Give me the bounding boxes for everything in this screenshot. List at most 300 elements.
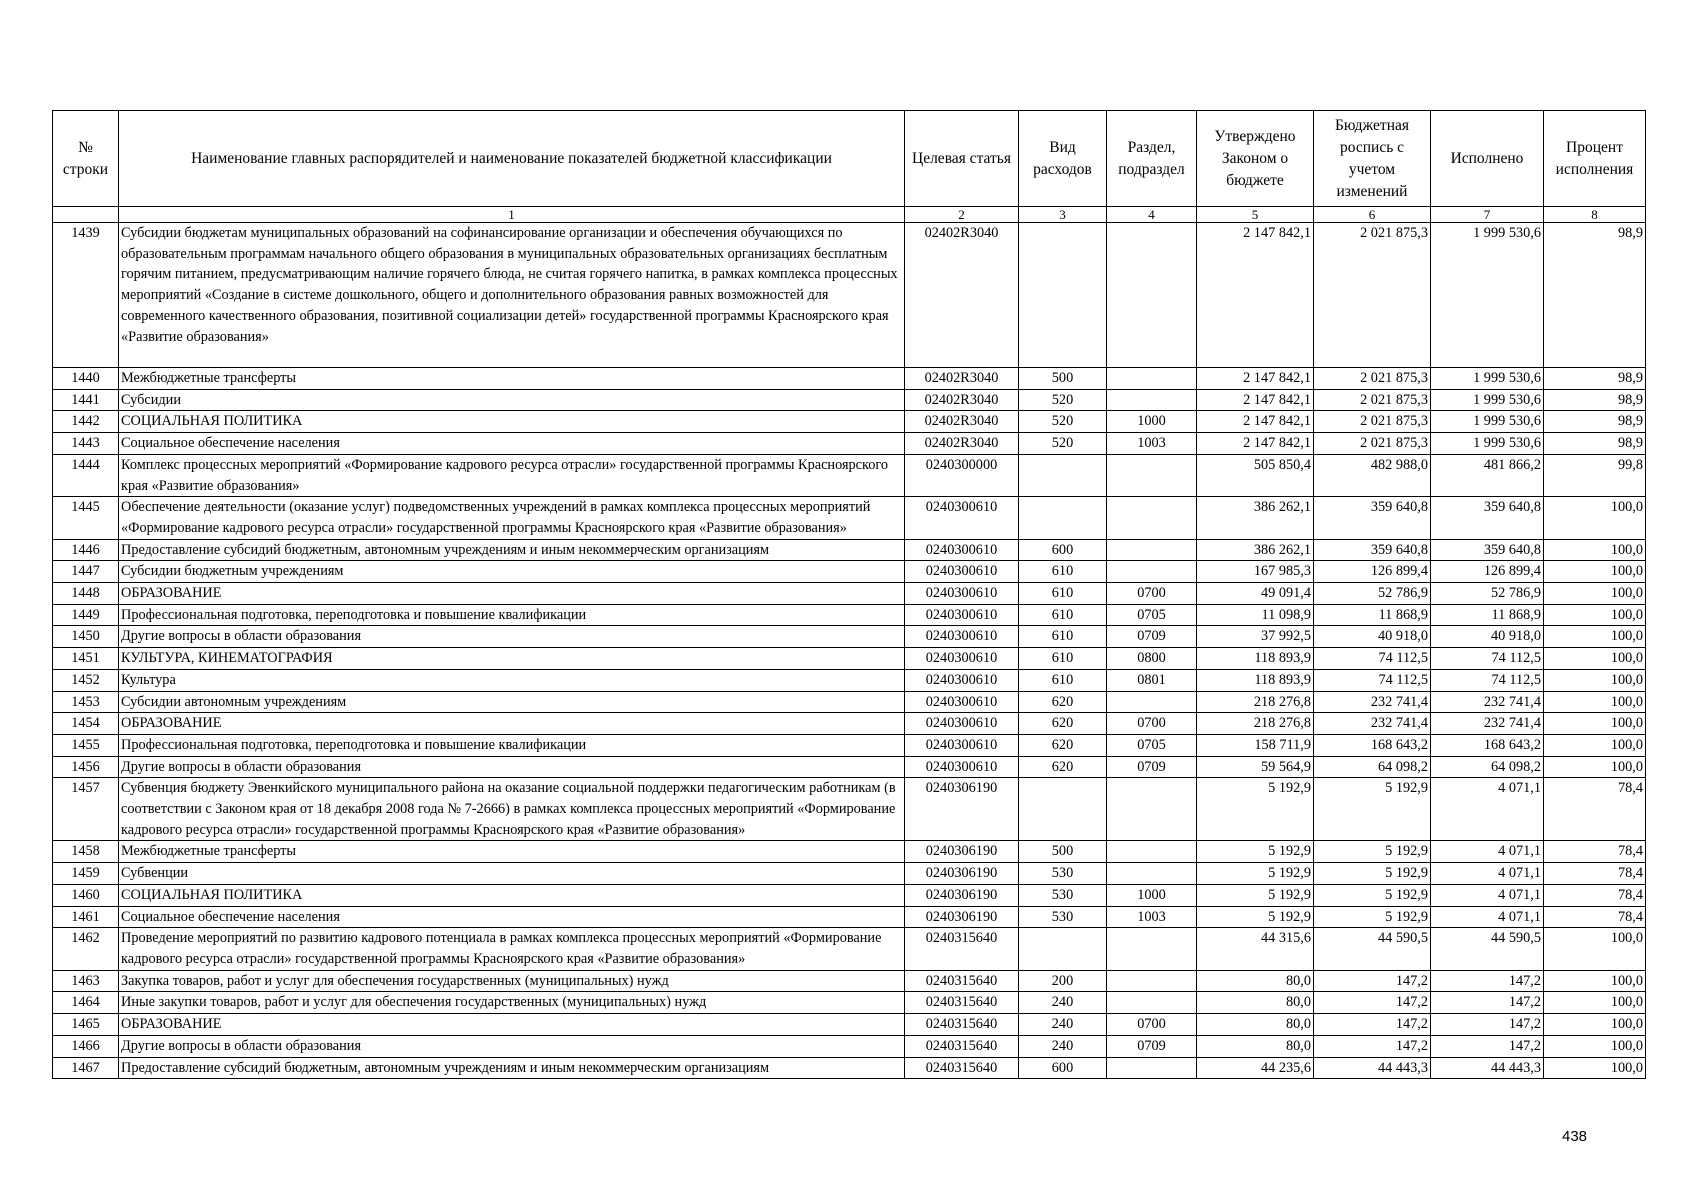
approved-amount: 5 192,9 bbox=[1197, 884, 1314, 906]
expense-type: 530 bbox=[1019, 863, 1107, 885]
target-article: 0240306190 bbox=[905, 841, 1019, 863]
executed-amount: 64 098,2 bbox=[1431, 756, 1544, 778]
execution-percent: 100,0 bbox=[1544, 626, 1646, 648]
section-code bbox=[1107, 497, 1197, 539]
executed-amount: 4 071,1 bbox=[1431, 863, 1544, 885]
target-article: 0240300610 bbox=[905, 756, 1019, 778]
executed-amount: 4 071,1 bbox=[1431, 778, 1544, 841]
approved-amount: 59 564,9 bbox=[1197, 756, 1314, 778]
expense-type bbox=[1019, 497, 1107, 539]
expense-type bbox=[1019, 928, 1107, 970]
table-row bbox=[53, 539, 1646, 561]
row-name: ОБРАЗОВАНИЕ bbox=[119, 1014, 905, 1036]
table-row bbox=[53, 669, 1646, 691]
roster-amount: 359 640,8 bbox=[1314, 497, 1431, 539]
executed-amount: 1 999 530,6 bbox=[1431, 223, 1544, 368]
section-code: 0709 bbox=[1107, 626, 1197, 648]
column-number: 5 bbox=[1197, 207, 1314, 223]
section-code: 1003 bbox=[1107, 433, 1197, 455]
target-article: 0240300610 bbox=[905, 713, 1019, 735]
expense-type: 610 bbox=[1019, 604, 1107, 626]
section-code: 1000 bbox=[1107, 884, 1197, 906]
section-code bbox=[1107, 389, 1197, 411]
table-row bbox=[53, 863, 1646, 885]
roster-amount: 126 899,4 bbox=[1314, 561, 1431, 583]
section-code bbox=[1107, 928, 1197, 970]
section-code: 1003 bbox=[1107, 906, 1197, 928]
roster-amount: 147,2 bbox=[1314, 970, 1431, 992]
section-code: 0700 bbox=[1107, 583, 1197, 605]
expense-type: 620 bbox=[1019, 713, 1107, 735]
column-number: 8 bbox=[1544, 207, 1646, 223]
row-number: 1442 bbox=[53, 411, 119, 433]
column-number: 3 bbox=[1019, 207, 1107, 223]
row-number: 1461 bbox=[53, 906, 119, 928]
row-name: Обеспечение деятельности (оказание услуг) подведомственных учреждений в рамках комплекса процессных мероприятий «Формирование кадрового ресурса отрасли» государственной программы Красноярского края «Развитие образования» bbox=[119, 497, 905, 539]
row-number: 1451 bbox=[53, 648, 119, 670]
executed-amount: 168 643,2 bbox=[1431, 734, 1544, 756]
table-row bbox=[53, 433, 1646, 455]
roster-amount: 74 112,5 bbox=[1314, 648, 1431, 670]
table-row bbox=[53, 1057, 1646, 1079]
executed-amount: 147,2 bbox=[1431, 1035, 1544, 1057]
header-budget-roster: Бюджетная роспись с учетом изменений bbox=[1314, 111, 1431, 207]
expense-type: 610 bbox=[1019, 583, 1107, 605]
section-code bbox=[1107, 223, 1197, 368]
expense-type: 500 bbox=[1019, 841, 1107, 863]
row-number: 1457 bbox=[53, 778, 119, 841]
approved-amount: 386 262,1 bbox=[1197, 539, 1314, 561]
executed-amount: 1 999 530,6 bbox=[1431, 368, 1544, 390]
target-article: 0240315640 bbox=[905, 928, 1019, 970]
execution-percent: 100,0 bbox=[1544, 1014, 1646, 1036]
row-number: 1462 bbox=[53, 928, 119, 970]
target-article: 02402R3040 bbox=[905, 411, 1019, 433]
row-number: 1458 bbox=[53, 841, 119, 863]
approved-amount: 2 147 842,1 bbox=[1197, 433, 1314, 455]
page-number: 438 bbox=[1562, 1128, 1588, 1145]
section-code: 0800 bbox=[1107, 648, 1197, 670]
section-code bbox=[1107, 1057, 1197, 1079]
executed-amount: 4 071,1 bbox=[1431, 841, 1544, 863]
expense-type: 520 bbox=[1019, 411, 1107, 433]
roster-amount: 147,2 bbox=[1314, 992, 1431, 1014]
table-row bbox=[53, 884, 1646, 906]
approved-amount: 80,0 bbox=[1197, 970, 1314, 992]
expense-type: 620 bbox=[1019, 734, 1107, 756]
expense-type: 520 bbox=[1019, 389, 1107, 411]
section-code bbox=[1107, 539, 1197, 561]
target-article: 0240300610 bbox=[905, 669, 1019, 691]
approved-amount: 11 098,9 bbox=[1197, 604, 1314, 626]
roster-amount: 232 741,4 bbox=[1314, 691, 1431, 713]
approved-amount: 2 147 842,1 bbox=[1197, 368, 1314, 390]
executed-amount: 1 999 530,6 bbox=[1431, 411, 1544, 433]
execution-percent: 78,4 bbox=[1544, 778, 1646, 841]
roster-amount: 11 868,9 bbox=[1314, 604, 1431, 626]
row-number: 1466 bbox=[53, 1035, 119, 1057]
target-article: 0240300610 bbox=[905, 497, 1019, 539]
row-name: СОЦИАЛЬНАЯ ПОЛИТИКА bbox=[119, 884, 905, 906]
column-number: 1 bbox=[119, 207, 905, 223]
execution-percent: 100,0 bbox=[1544, 539, 1646, 561]
table-row bbox=[53, 604, 1646, 626]
roster-amount: 5 192,9 bbox=[1314, 841, 1431, 863]
column-number: 6 bbox=[1314, 207, 1431, 223]
expense-type: 500 bbox=[1019, 368, 1107, 390]
executed-amount: 359 640,8 bbox=[1431, 497, 1544, 539]
expense-type: 240 bbox=[1019, 992, 1107, 1014]
table-row bbox=[53, 223, 1646, 368]
section-code: 1000 bbox=[1107, 411, 1197, 433]
row-number: 1464 bbox=[53, 992, 119, 1014]
budget-table bbox=[52, 110, 1646, 1079]
table-row bbox=[53, 454, 1646, 496]
section-code bbox=[1107, 778, 1197, 841]
expense-type: 240 bbox=[1019, 1014, 1107, 1036]
approved-amount: 44 235,6 bbox=[1197, 1057, 1314, 1079]
row-number: 1448 bbox=[53, 583, 119, 605]
expense-type bbox=[1019, 223, 1107, 368]
approved-amount: 5 192,9 bbox=[1197, 778, 1314, 841]
executed-amount: 359 640,8 bbox=[1431, 539, 1544, 561]
row-name: ОБРАЗОВАНИЕ bbox=[119, 583, 905, 605]
expense-type: 620 bbox=[1019, 691, 1107, 713]
row-name: Предоставление субсидий бюджетным, автономным учреждениям и иным некоммерческим организациям bbox=[119, 539, 905, 561]
approved-amount: 80,0 bbox=[1197, 1035, 1314, 1057]
row-number: 1449 bbox=[53, 604, 119, 626]
row-number: 1441 bbox=[53, 389, 119, 411]
row-name: Субвенция бюджету Эвенкийского муниципального района на оказание социальной поддержки педагогическим работникам (в соответствии с Законом края от 18 декабря 2008 года № 7-2666) в рамках комплекса процессных мероприятий «Формирование кадрового ресурса отрасли» государственной программы Красноярского края «Развитие образования» bbox=[119, 778, 905, 841]
row-name: Субвенции bbox=[119, 863, 905, 885]
roster-amount: 2 021 875,3 bbox=[1314, 368, 1431, 390]
row-name: Субсидии автономным учреждениям bbox=[119, 691, 905, 713]
row-name: КУЛЬТУРА, КИНЕМАТОГРАФИЯ bbox=[119, 648, 905, 670]
target-article: 0240300000 bbox=[905, 454, 1019, 496]
approved-amount: 2 147 842,1 bbox=[1197, 411, 1314, 433]
approved-amount: 80,0 bbox=[1197, 1014, 1314, 1036]
row-number: 1456 bbox=[53, 756, 119, 778]
table-row bbox=[53, 368, 1646, 390]
section-code: 0709 bbox=[1107, 1035, 1197, 1057]
roster-amount: 359 640,8 bbox=[1314, 539, 1431, 561]
expense-type: 600 bbox=[1019, 539, 1107, 561]
execution-percent: 100,0 bbox=[1544, 713, 1646, 735]
row-name: Другие вопросы в области образования bbox=[119, 756, 905, 778]
header-section: Раздел, подраздел bbox=[1107, 111, 1197, 207]
roster-amount: 64 098,2 bbox=[1314, 756, 1431, 778]
executed-amount: 74 112,5 bbox=[1431, 669, 1544, 691]
table-row bbox=[53, 1014, 1646, 1036]
expense-type bbox=[1019, 454, 1107, 496]
roster-amount: 74 112,5 bbox=[1314, 669, 1431, 691]
executed-amount: 74 112,5 bbox=[1431, 648, 1544, 670]
execution-percent: 78,4 bbox=[1544, 841, 1646, 863]
target-article: 0240300610 bbox=[905, 734, 1019, 756]
header-row bbox=[53, 111, 1646, 207]
execution-percent: 98,9 bbox=[1544, 433, 1646, 455]
execution-percent: 100,0 bbox=[1544, 691, 1646, 713]
target-article: 02402R3040 bbox=[905, 368, 1019, 390]
execution-percent: 100,0 bbox=[1544, 992, 1646, 1014]
table-row bbox=[53, 906, 1646, 928]
roster-amount: 482 988,0 bbox=[1314, 454, 1431, 496]
execution-percent: 100,0 bbox=[1544, 583, 1646, 605]
row-name: Межбюджетные трансферты bbox=[119, 368, 905, 390]
target-article: 02402R3040 bbox=[905, 389, 1019, 411]
target-article: 0240306190 bbox=[905, 863, 1019, 885]
row-name: Предоставление субсидий бюджетным, автономным учреждениям и иным некоммерческим организациям bbox=[119, 1057, 905, 1079]
row-name: Профессиональная подготовка, переподготовка и повышение квалификации bbox=[119, 604, 905, 626]
roster-amount: 2 021 875,3 bbox=[1314, 411, 1431, 433]
execution-percent: 99,8 bbox=[1544, 454, 1646, 496]
section-code bbox=[1107, 970, 1197, 992]
row-name: Проведение мероприятий по развитию кадрового потенциала в рамках комплекса процессных мероприятий «Формирование кадрового ресурса отрасли» государственной программы Красноярского края «Развитие образования» bbox=[119, 928, 905, 970]
row-number: 1443 bbox=[53, 433, 119, 455]
row-number: 1444 bbox=[53, 454, 119, 496]
column-number: 4 bbox=[1107, 207, 1197, 223]
section-code: 0700 bbox=[1107, 713, 1197, 735]
executed-amount: 147,2 bbox=[1431, 970, 1544, 992]
section-code bbox=[1107, 561, 1197, 583]
table-row bbox=[53, 583, 1646, 605]
executed-amount: 232 741,4 bbox=[1431, 691, 1544, 713]
section-code bbox=[1107, 691, 1197, 713]
header-row-number: № строки bbox=[53, 111, 119, 207]
expense-type: 530 bbox=[1019, 906, 1107, 928]
approved-amount: 218 276,8 bbox=[1197, 713, 1314, 735]
table-row bbox=[53, 778, 1646, 841]
column-number-row bbox=[53, 207, 1646, 223]
table-row bbox=[53, 841, 1646, 863]
row-number: 1467 bbox=[53, 1057, 119, 1079]
row-name: Межбюджетные трансферты bbox=[119, 841, 905, 863]
target-article: 0240315640 bbox=[905, 1057, 1019, 1079]
row-number: 1455 bbox=[53, 734, 119, 756]
roster-amount: 52 786,9 bbox=[1314, 583, 1431, 605]
approved-amount: 386 262,1 bbox=[1197, 497, 1314, 539]
approved-amount: 158 711,9 bbox=[1197, 734, 1314, 756]
table-row bbox=[53, 970, 1646, 992]
roster-amount: 5 192,9 bbox=[1314, 778, 1431, 841]
target-article: 0240315640 bbox=[905, 992, 1019, 1014]
approved-amount: 118 893,9 bbox=[1197, 648, 1314, 670]
execution-percent: 98,9 bbox=[1544, 389, 1646, 411]
row-name: Социальное обеспечение населения bbox=[119, 433, 905, 455]
row-number: 1463 bbox=[53, 970, 119, 992]
target-article: 0240300610 bbox=[905, 539, 1019, 561]
row-name: Субсидии бюджетным учреждениям bbox=[119, 561, 905, 583]
table-row bbox=[53, 734, 1646, 756]
row-name: Субсидии бюджетам муниципальных образований на софинансирование организации и обеспечения обучающихся по образовательным программам начального общего образования в муниципальных образовательных организациях бесплатным горячим питанием, предусматривающим наличие горячего блюда, не считая горячего напитка, в рамках комплекса процессных мероприятий «Создание в системе дошкольного, общего и дополнительного образования равных возможностей для современного качественного образования, позитивной социализации детей» государственной программы Красноярского края «Развитие образования» bbox=[119, 223, 905, 368]
target-article: 0240300610 bbox=[905, 691, 1019, 713]
section-code bbox=[1107, 841, 1197, 863]
execution-percent: 100,0 bbox=[1544, 561, 1646, 583]
table-row bbox=[53, 928, 1646, 970]
row-number: 1452 bbox=[53, 669, 119, 691]
table-body bbox=[53, 223, 1646, 1079]
execution-percent: 100,0 bbox=[1544, 669, 1646, 691]
approved-amount: 2 147 842,1 bbox=[1197, 223, 1314, 368]
roster-amount: 232 741,4 bbox=[1314, 713, 1431, 735]
row-name: Профессиональная подготовка, переподготовка и повышение квалификации bbox=[119, 734, 905, 756]
executed-amount: 4 071,1 bbox=[1431, 906, 1544, 928]
roster-amount: 168 643,2 bbox=[1314, 734, 1431, 756]
executed-amount: 44 443,3 bbox=[1431, 1057, 1544, 1079]
approved-amount: 505 850,4 bbox=[1197, 454, 1314, 496]
expense-type: 610 bbox=[1019, 561, 1107, 583]
roster-amount: 147,2 bbox=[1314, 1035, 1431, 1057]
row-number: 1459 bbox=[53, 863, 119, 885]
expense-type: 520 bbox=[1019, 433, 1107, 455]
section-code: 0705 bbox=[1107, 734, 1197, 756]
row-name: Иные закупки товаров, работ и услуг для обеспечения государственных (муниципальных) нужд bbox=[119, 992, 905, 1014]
target-article: 0240300610 bbox=[905, 604, 1019, 626]
target-article: 0240315640 bbox=[905, 1035, 1019, 1057]
execution-percent: 78,4 bbox=[1544, 906, 1646, 928]
approved-amount: 118 893,9 bbox=[1197, 669, 1314, 691]
table-row bbox=[53, 411, 1646, 433]
roster-amount: 2 021 875,3 bbox=[1314, 223, 1431, 368]
row-number: 1460 bbox=[53, 884, 119, 906]
table-row bbox=[53, 561, 1646, 583]
column-number: 7 bbox=[1431, 207, 1544, 223]
roster-amount: 44 443,3 bbox=[1314, 1057, 1431, 1079]
roster-amount: 5 192,9 bbox=[1314, 884, 1431, 906]
expense-type: 600 bbox=[1019, 1057, 1107, 1079]
roster-amount: 44 590,5 bbox=[1314, 928, 1431, 970]
expense-type: 620 bbox=[1019, 756, 1107, 778]
table-row bbox=[53, 497, 1646, 539]
header-executed: Исполнено bbox=[1431, 111, 1544, 207]
target-article: 0240306190 bbox=[905, 906, 1019, 928]
expense-type: 610 bbox=[1019, 648, 1107, 670]
executed-amount: 1 999 530,6 bbox=[1431, 433, 1544, 455]
roster-amount: 147,2 bbox=[1314, 1014, 1431, 1036]
row-number: 1445 bbox=[53, 497, 119, 539]
roster-amount: 2 021 875,3 bbox=[1314, 389, 1431, 411]
row-name: Другие вопросы в области образования bbox=[119, 1035, 905, 1057]
executed-amount: 4 071,1 bbox=[1431, 884, 1544, 906]
row-name: Субсидии bbox=[119, 389, 905, 411]
approved-amount: 49 091,4 bbox=[1197, 583, 1314, 605]
execution-percent: 100,0 bbox=[1544, 1035, 1646, 1057]
section-code bbox=[1107, 368, 1197, 390]
section-code: 0801 bbox=[1107, 669, 1197, 691]
target-article: 0240300610 bbox=[905, 561, 1019, 583]
section-code bbox=[1107, 992, 1197, 1014]
target-article: 0240300610 bbox=[905, 648, 1019, 670]
table-row bbox=[53, 756, 1646, 778]
table-row bbox=[53, 389, 1646, 411]
approved-amount: 218 276,8 bbox=[1197, 691, 1314, 713]
header-percent: Процент исполнения bbox=[1544, 111, 1646, 207]
table-row bbox=[53, 648, 1646, 670]
executed-amount: 44 590,5 bbox=[1431, 928, 1544, 970]
expense-type: 240 bbox=[1019, 1035, 1107, 1057]
execution-percent: 100,0 bbox=[1544, 1057, 1646, 1079]
execution-percent: 98,9 bbox=[1544, 411, 1646, 433]
header-name: Наименование главных распорядителей и наименование показателей бюджетной классификации bbox=[119, 111, 905, 207]
execution-percent: 100,0 bbox=[1544, 928, 1646, 970]
roster-amount: 40 918,0 bbox=[1314, 626, 1431, 648]
executed-amount: 11 868,9 bbox=[1431, 604, 1544, 626]
approved-amount: 80,0 bbox=[1197, 992, 1314, 1014]
table-row bbox=[53, 713, 1646, 735]
executed-amount: 147,2 bbox=[1431, 1014, 1544, 1036]
row-number: 1440 bbox=[53, 368, 119, 390]
approved-amount: 167 985,3 bbox=[1197, 561, 1314, 583]
header-expense-type: Вид расходов bbox=[1019, 111, 1107, 207]
executed-amount: 147,2 bbox=[1431, 992, 1544, 1014]
execution-percent: 100,0 bbox=[1544, 648, 1646, 670]
execution-percent: 98,9 bbox=[1544, 223, 1646, 368]
row-number: 1447 bbox=[53, 561, 119, 583]
header-target-article: Целевая статья bbox=[905, 111, 1019, 207]
approved-amount: 5 192,9 bbox=[1197, 863, 1314, 885]
approved-amount: 5 192,9 bbox=[1197, 906, 1314, 928]
target-article: 02402R3040 bbox=[905, 433, 1019, 455]
executed-amount: 481 866,2 bbox=[1431, 454, 1544, 496]
target-article: 0240300610 bbox=[905, 626, 1019, 648]
execution-percent: 78,4 bbox=[1544, 863, 1646, 885]
row-name: Другие вопросы в области образования bbox=[119, 626, 905, 648]
section-code: 0709 bbox=[1107, 756, 1197, 778]
execution-percent: 100,0 bbox=[1544, 756, 1646, 778]
row-number: 1446 bbox=[53, 539, 119, 561]
row-name: СОЦИАЛЬНАЯ ПОЛИТИКА bbox=[119, 411, 905, 433]
target-article: 0240306190 bbox=[905, 778, 1019, 841]
approved-amount: 5 192,9 bbox=[1197, 841, 1314, 863]
expense-type bbox=[1019, 778, 1107, 841]
section-code: 0700 bbox=[1107, 1014, 1197, 1036]
column-number: 2 bbox=[905, 207, 1019, 223]
execution-percent: 100,0 bbox=[1544, 497, 1646, 539]
expense-type: 610 bbox=[1019, 669, 1107, 691]
row-number: 1453 bbox=[53, 691, 119, 713]
execution-percent: 98,9 bbox=[1544, 368, 1646, 390]
target-article: 0240300610 bbox=[905, 583, 1019, 605]
approved-amount: 37 992,5 bbox=[1197, 626, 1314, 648]
target-article: 0240315640 bbox=[905, 970, 1019, 992]
execution-percent: 100,0 bbox=[1544, 604, 1646, 626]
table-row bbox=[53, 1035, 1646, 1057]
table-row bbox=[53, 992, 1646, 1014]
expense-type: 530 bbox=[1019, 884, 1107, 906]
approved-amount: 44 315,6 bbox=[1197, 928, 1314, 970]
execution-percent: 78,4 bbox=[1544, 884, 1646, 906]
row-name: Социальное обеспечение населения bbox=[119, 906, 905, 928]
target-article: 0240306190 bbox=[905, 884, 1019, 906]
executed-amount: 126 899,4 bbox=[1431, 561, 1544, 583]
section-code: 0705 bbox=[1107, 604, 1197, 626]
section-code bbox=[1107, 863, 1197, 885]
row-number: 1465 bbox=[53, 1014, 119, 1036]
row-number: 1439 bbox=[53, 223, 119, 368]
row-name: ОБРАЗОВАНИЕ bbox=[119, 713, 905, 735]
roster-amount: 5 192,9 bbox=[1314, 906, 1431, 928]
expense-type: 200 bbox=[1019, 970, 1107, 992]
row-number: 1454 bbox=[53, 713, 119, 735]
roster-amount: 2 021 875,3 bbox=[1314, 433, 1431, 455]
execution-percent: 100,0 bbox=[1544, 734, 1646, 756]
approved-amount: 2 147 842,1 bbox=[1197, 389, 1314, 411]
section-code bbox=[1107, 454, 1197, 496]
row-name: Закупка товаров, работ и услуг для обеспечения государственных (муниципальных) нужд bbox=[119, 970, 905, 992]
target-article: 02402R3040 bbox=[905, 223, 1019, 368]
executed-amount: 52 786,9 bbox=[1431, 583, 1544, 605]
header-approved: Утверждено Законом о бюджете bbox=[1197, 111, 1314, 207]
